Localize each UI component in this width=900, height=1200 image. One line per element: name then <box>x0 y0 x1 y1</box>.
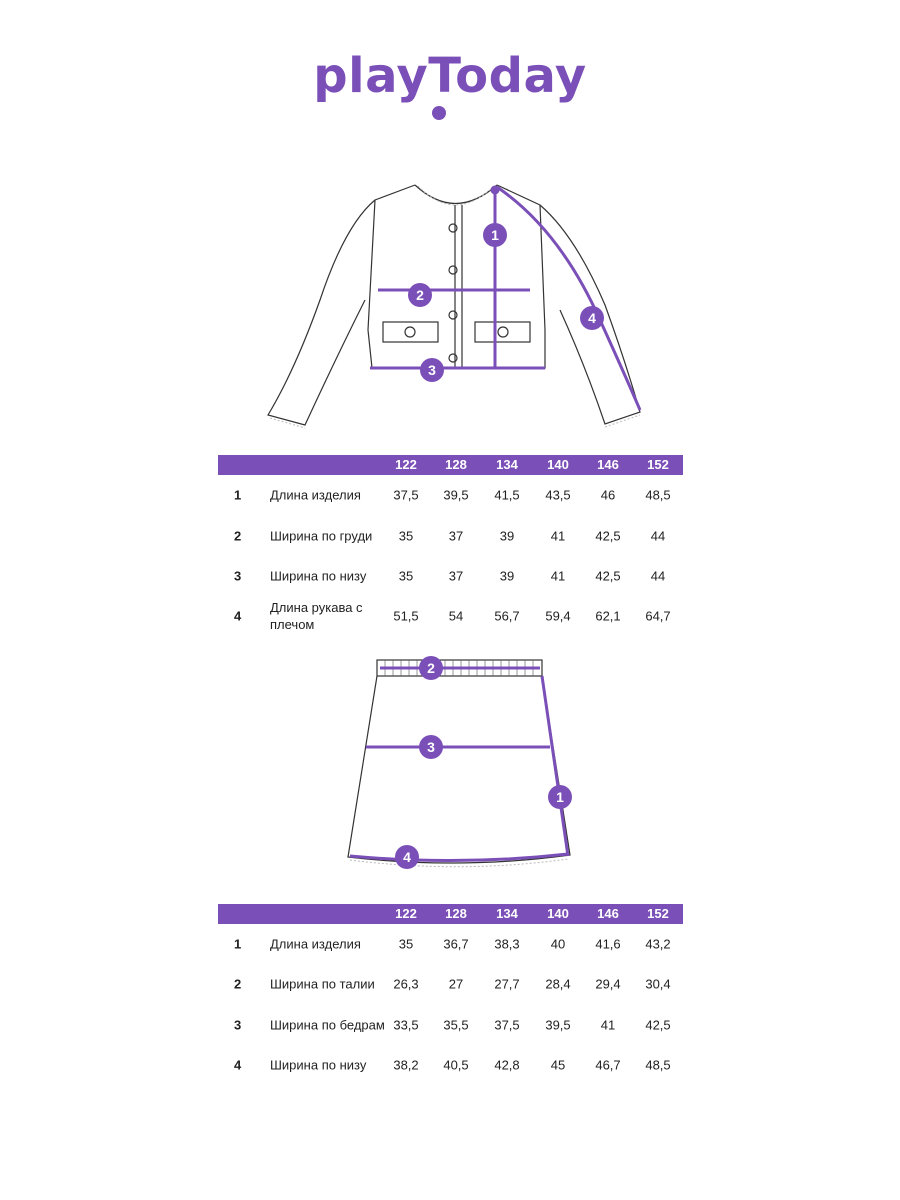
table-cell: 28,4 <box>545 976 571 992</box>
row-label: Ширина по низу <box>270 568 367 584</box>
table-row <box>218 1045 683 1085</box>
row-number: 1 <box>234 936 242 952</box>
table-cell: 39,5 <box>545 1017 571 1033</box>
table-cell: 41 <box>550 528 566 544</box>
row-number: 2 <box>234 976 242 992</box>
table-cell: 39,5 <box>443 487 469 503</box>
table-cell: 46 <box>600 487 616 503</box>
jacket-table-header <box>218 455 683 475</box>
table-cell: 59,4 <box>545 608 571 624</box>
row-number: 4 <box>234 608 242 624</box>
jacket-sketch <box>0 170 900 440</box>
table-row <box>218 964 683 1004</box>
table-cell: 43,5 <box>545 487 571 503</box>
table-cell: 38,2 <box>393 1057 419 1073</box>
size-header: 134 <box>496 457 518 472</box>
row-label: Длина изделия <box>270 936 361 952</box>
row-number: 4 <box>234 1057 242 1073</box>
table-cell: 33,5 <box>393 1017 419 1033</box>
row-label: Ширина по бедрам <box>270 1017 385 1033</box>
table-cell: 42,5 <box>595 528 621 544</box>
row-label: Ширина по талии <box>270 976 375 992</box>
skirt-markers <box>395 656 572 869</box>
table-cell: 43,2 <box>645 936 671 952</box>
jacket-marker-4-label: 4 <box>588 310 596 326</box>
table-cell: 48,5 <box>645 487 671 503</box>
table-cell: 37 <box>448 568 464 584</box>
skirt-marker-2-label: 2 <box>427 660 435 676</box>
brand-logo <box>0 48 900 104</box>
size-header: 146 <box>597 457 619 472</box>
table-row <box>218 596 683 636</box>
skirt-marker-4-label: 4 <box>403 849 411 865</box>
table-cell: 46,7 <box>595 1057 621 1073</box>
table-cell: 37,5 <box>393 487 419 503</box>
row-number: 3 <box>234 568 242 584</box>
table-cell: 39 <box>499 528 515 544</box>
row-label: Длина изделия <box>270 487 361 503</box>
table-cell: 48,5 <box>645 1057 671 1073</box>
size-header: 122 <box>395 906 417 921</box>
row-label: Ширина по груди <box>270 528 373 544</box>
table-cell: 26,3 <box>393 976 419 992</box>
table-cell: 42,8 <box>494 1057 520 1073</box>
skirt-table-header <box>218 904 683 924</box>
table-cell: 38,3 <box>494 936 520 952</box>
jacket-marker-1-label: 1 <box>491 227 499 243</box>
table-row <box>218 556 683 596</box>
table-cell: 40,5 <box>443 1057 469 1073</box>
size-header: 128 <box>445 906 467 921</box>
size-header: 152 <box>647 906 669 921</box>
table-cell: 36,7 <box>443 936 469 952</box>
table-cell: 29,4 <box>595 976 621 992</box>
table-cell: 62,1 <box>595 608 621 624</box>
brand-logo-text: playToday <box>313 48 587 104</box>
row-label: Длина рукава с плечом <box>270 600 363 632</box>
row-label: Ширина по низу <box>270 1057 367 1073</box>
table-row <box>218 516 683 556</box>
row-number: 2 <box>234 528 242 544</box>
size-header: 152 <box>647 457 669 472</box>
logo-dot <box>432 106 446 120</box>
table-cell: 35 <box>398 528 414 544</box>
size-header: 128 <box>445 457 467 472</box>
table-row <box>218 1005 683 1045</box>
size-header: 122 <box>395 457 417 472</box>
row-number: 3 <box>234 1017 242 1033</box>
size-header: 146 <box>597 906 619 921</box>
table-row <box>218 924 683 964</box>
table-cell: 64,7 <box>645 608 671 624</box>
skirt-sketch <box>0 650 900 880</box>
jacket-marker-2-label: 2 <box>416 287 424 303</box>
row-number: 1 <box>234 487 242 503</box>
table-cell: 42,5 <box>595 568 621 584</box>
table-cell: 40 <box>550 936 566 952</box>
table-cell: 41,6 <box>595 936 621 952</box>
size-header: 134 <box>496 906 518 921</box>
size-header: 140 <box>547 906 569 921</box>
table-cell: 35,5 <box>443 1017 469 1033</box>
jacket-size-table <box>218 455 683 632</box>
table-cell: 35 <box>398 936 414 952</box>
table-cell: 54 <box>448 608 464 624</box>
table-cell: 37,5 <box>494 1017 520 1033</box>
table-cell: 27 <box>448 976 464 992</box>
table-cell: 42,5 <box>645 1017 671 1033</box>
table-cell: 30,4 <box>645 976 671 992</box>
size-header: 140 <box>547 457 569 472</box>
table-cell: 41,5 <box>494 487 520 503</box>
table-cell: 39 <box>499 568 515 584</box>
skirt-marker-1-label: 1 <box>556 789 564 805</box>
table-cell: 44 <box>650 568 666 584</box>
table-row <box>218 475 683 515</box>
skirt-size-table <box>218 904 683 1073</box>
table-cell: 51,5 <box>393 608 419 624</box>
table-cell: 56,7 <box>494 608 520 624</box>
jacket-marker-3-label: 3 <box>428 362 436 378</box>
table-cell: 41 <box>550 568 566 584</box>
table-cell: 45 <box>550 1057 566 1073</box>
table-cell: 27,7 <box>494 976 520 992</box>
table-cell: 44 <box>650 528 666 544</box>
table-cell: 41 <box>600 1017 616 1033</box>
table-cell: 35 <box>398 568 414 584</box>
table-cell: 37 <box>448 528 464 544</box>
skirt-marker-3-label: 3 <box>427 739 435 755</box>
